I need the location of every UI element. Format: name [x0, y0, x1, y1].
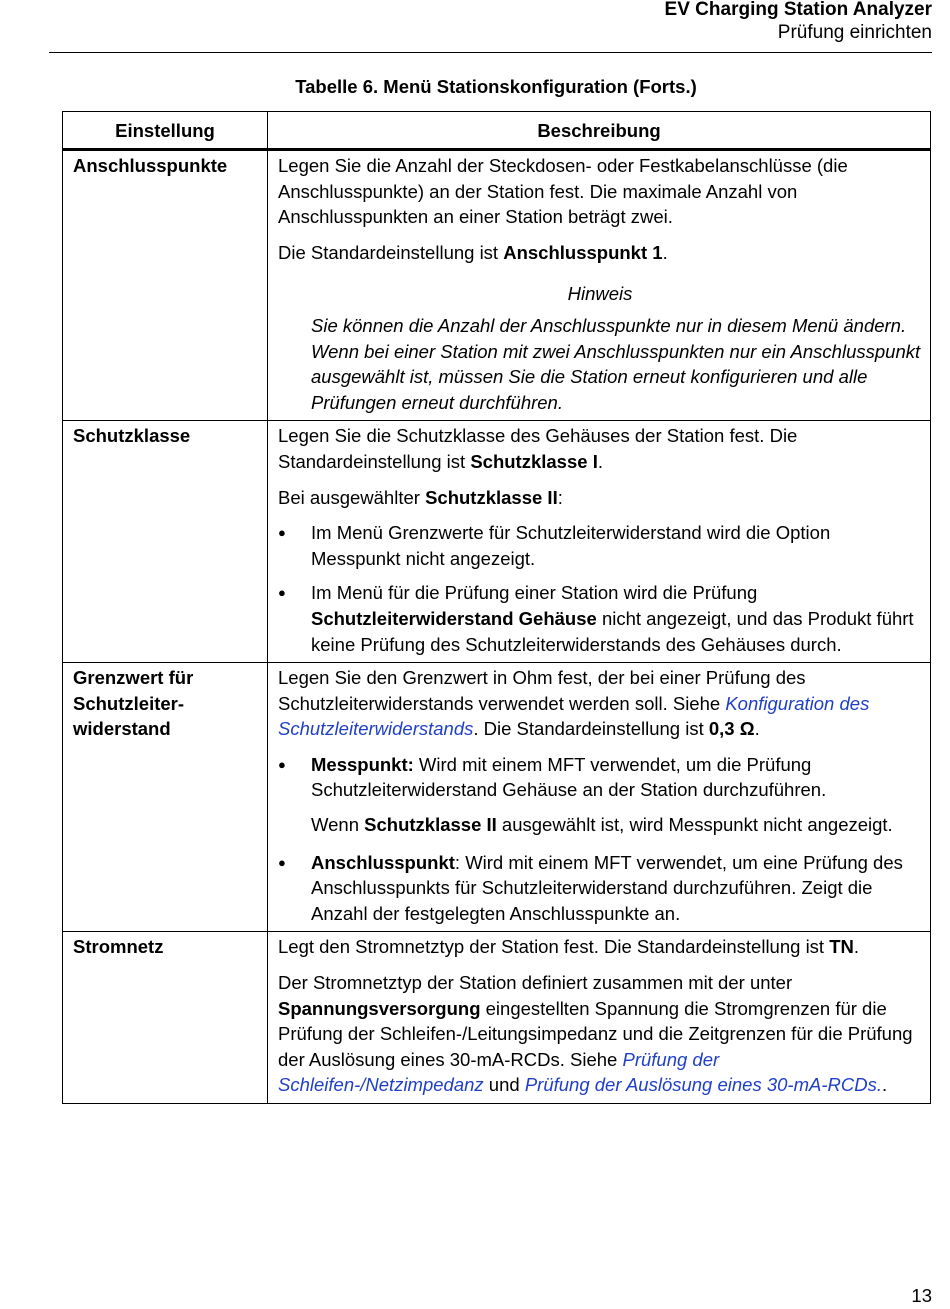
list-item — [278, 520, 922, 571]
cross-reference-link[interactable]: Konfiguration des Schutzleiterwiderstands — [278, 692, 870, 740]
bold-text: Schutzleiterwiderstand Gehäuse — [311, 607, 597, 629]
setting-description — [268, 663, 931, 932]
text: . Die Standardeinstellung ist — [473, 718, 709, 740]
setting-name: Anschlusspunkte — [63, 150, 268, 421]
text: Wenn — [311, 814, 365, 836]
text: und — [483, 1074, 525, 1096]
text: . — [597, 450, 603, 472]
setting-description — [268, 421, 931, 663]
text: nicht angezeigt, und das Produkt führt keine Prüfung des Schutzleiterwiderstands des Gehäuses durch. — [311, 607, 914, 655]
setting-name: Schutzklasse — [63, 421, 268, 663]
paragraph — [311, 752, 922, 803]
text: ausgewählt ist, wird Messpunkt nicht angezeigt. — [496, 814, 893, 836]
bold-text: Messpunkt: — [311, 753, 414, 775]
bold-text: TN — [829, 936, 854, 958]
header-rule — [49, 52, 932, 53]
list-item — [278, 752, 922, 838]
paragraph — [278, 423, 922, 474]
text: eingestellten Spannung die Stromgrenzen für die Prüfung der Schleifen-/Leitungsimpedanz und die Zeitgrenzen für die Prüfung der Auslösung eines 30-mA-RCDs. Siehe — [278, 997, 913, 1070]
text: . — [662, 241, 668, 263]
list-item — [278, 850, 922, 927]
text: Der Stromnetztyp der Station definiert zusammen mit der unter — [278, 972, 793, 994]
setting-name-line: Schutzleiter- — [73, 692, 185, 714]
table-row — [63, 421, 931, 663]
setting-name-line: Grenzwert für — [73, 667, 194, 689]
text: Im Menü Grenzwerte für Schutzleiterwiderstand wird die Option Messpunkt nicht angezeigt. — [311, 522, 831, 569]
text: . — [881, 1074, 888, 1096]
bold-text: Schutzklasse II — [425, 486, 558, 508]
setting-name: Stromnetz — [63, 932, 268, 1104]
paragraph — [278, 934, 922, 960]
note-body: Sie können die Anzahl der Anschlusspunkte nur in diesem Menü ändern. Wenn bei einer Station mit zwei Anschlusspunkten nur ein Anschlusspunkt ausgewählt ist, müssen Sie die Station erneut konfigurieren und alle Prüfungen erneut durchführen. — [311, 314, 921, 413]
paragraph — [278, 485, 922, 511]
paragraph: Legen Sie die Anzahl der Steckdosen- oder Festkabelanschlüsse (die Anschlusspunkte) an der Station fest. Die maximale Anzahl von Anschlusspunkten an einer Station beträgt zwei. — [278, 155, 848, 228]
paragraph — [311, 812, 922, 838]
bold-text: Schutzklasse I — [470, 450, 598, 472]
text: Die Standardeinstellung ist — [278, 241, 504, 263]
text: Legen Sie den Grenzwert in Ohm fest, der bei einer Prüfung des Schutzleiterwiderstands verwendet werden soll. Siehe — [278, 667, 806, 714]
bullet-icon: ● — [278, 854, 286, 870]
bold-text: Anschlusspunkt — [311, 851, 455, 873]
bullet-icon: ● — [278, 525, 286, 541]
bullet-icon: ● — [278, 756, 286, 772]
paragraph — [278, 970, 922, 1098]
text: Bei ausgewählter — [278, 486, 426, 508]
running-header — [665, 0, 932, 45]
text: Im Menü für die Prüfung einer Station wird die Prüfung — [311, 582, 758, 604]
settings-table — [62, 111, 931, 1104]
page-number: 13 — [911, 1285, 932, 1306]
text: . — [853, 936, 860, 958]
table-caption: Tabelle 6. Menü Stationskonfiguration (Forts.) — [295, 76, 697, 97]
setting-name-line: widerstand — [73, 718, 171, 740]
bold-text: Schutzklasse II — [364, 814, 497, 836]
text: Wird mit einem MFT verwendet, um die Prüfung Schutzleiterwiderstand Gehäuse an der Station durchzuführen. — [311, 753, 827, 801]
list-item — [278, 580, 922, 657]
bold-text: Spannungsversorgung — [278, 997, 481, 1019]
cross-reference-link[interactable]: Prüfung der Schleifen-/Netzimpedanz — [278, 1048, 720, 1096]
column-header-description: Beschreibung — [268, 112, 931, 150]
document-title: EV Charging Station Analyzer — [664, 0, 932, 20]
text: . — [754, 718, 760, 740]
text: : Wird mit einem MFT verwendet, um eine Prüfung des Anschlusspunkts für Schutzleiterwiderstand durchzuführen. Zeigt die Anzahl der festgelegten Anschlusspunkte an. — [311, 851, 903, 924]
setting-description — [268, 932, 931, 1104]
text: : — [557, 486, 563, 508]
table-row — [63, 663, 931, 932]
setting-name — [63, 663, 268, 932]
bullet-list — [278, 520, 922, 657]
paragraph — [278, 240, 922, 266]
bullet-icon: ● — [278, 585, 286, 601]
table-row — [63, 932, 931, 1104]
bold-text: 0,3 Ω — [708, 718, 755, 740]
bold-text: Anschlusspunkt 1 — [503, 241, 663, 263]
text: Legen Sie die Schutzklasse des Gehäuses der Station fest. Die Standardeinstellung ist — [278, 425, 798, 472]
table-header-row — [63, 112, 931, 150]
column-header-setting: Einstellung — [63, 112, 268, 150]
section-title: Prüfung einrichten — [777, 22, 932, 43]
bullet-list — [278, 752, 922, 927]
paragraph — [278, 665, 922, 742]
cross-reference-link[interactable]: Prüfung der Auslösung eines 30-mA-RCDs. — [524, 1074, 882, 1096]
text: Legt den Stromnetztyp der Station fest. Die Standardeinstellung ist — [278, 936, 830, 958]
table-row — [63, 150, 931, 421]
setting-description — [268, 150, 931, 421]
note-title: Hinweis — [567, 283, 633, 305]
